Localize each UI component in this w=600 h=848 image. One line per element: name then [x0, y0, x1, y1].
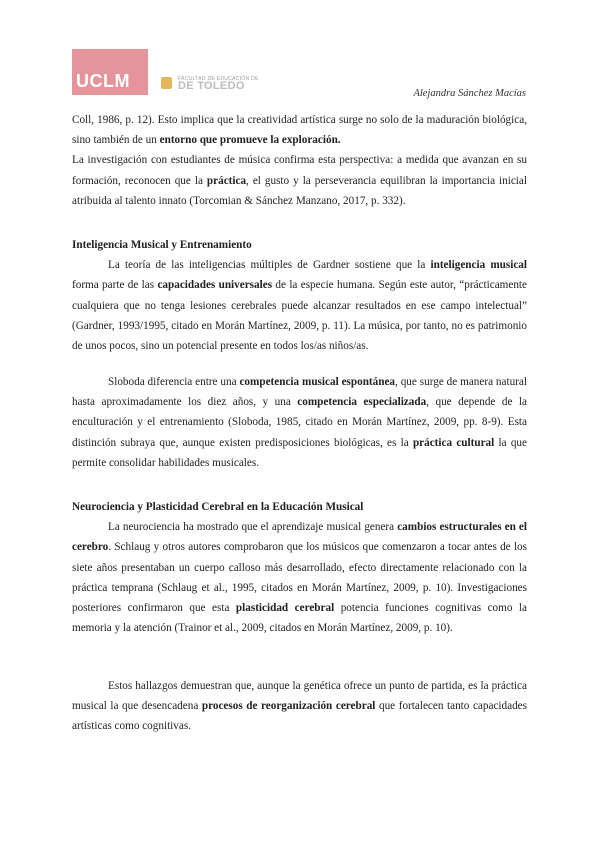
body-section-4 — [72, 497, 527, 638]
paragraph-1: Coll, 1986, p. 12). Esto implica que la creatividad artística surge no solo de la maduración biológica, sino también de un entorno que promueve la exploración. — [72, 114, 527, 147]
faculty-logo-small-text: FACULTAD DE EDUCACIÓN DE — [178, 76, 259, 82]
author-name: Alejandra Sánchez Macías — [413, 88, 526, 99]
body-section-3 — [72, 372, 527, 473]
paragraph-3: La teoría de las inteligencias múltiples de Gardner sostiene que la inteligencia musical forma parte de las capacidades universales de la especie humana. Según este autor, “prácticamente cualquiera que no tenga lesiones cerebrales puede alcanzar resultados en ese campo intelectual” (Gardner, 1993/1995, citado en Morán Martínez, 2009, p. 11). La música, por tanto, no es patrimonio de unos pocos, sino un potencial presente en todos los/as niños/as. — [72, 259, 528, 353]
faculty-logo-big-text: DE TOLEDO — [178, 80, 245, 92]
uclm-logo-text: UCLM — [76, 71, 130, 91]
faculty-seal-icon — [161, 77, 172, 89]
section-heading-neurociencia: Neurociencia y Plasticidad Cerebral en la Educación Musical — [72, 501, 364, 513]
uclm-logo — [72, 49, 148, 95]
body-section-2 — [72, 235, 527, 356]
paragraph-6: Estos hallazgos demuestran que, aunque la genética ofrece un punto de partida, es la práctica musical la que desencadena procesos de reorganización cerebral que fortalecen tanto capacidades artísticas como cognitivas. — [72, 680, 527, 733]
section-heading-inteligencia: Inteligencia Musical y Entrenamiento — [72, 239, 252, 251]
body-section-1 — [72, 110, 527, 211]
paragraph-4: Sloboda diferencia entre una competencia musical espontánea, que surge de manera natural hasta aproximadamente los diez años, y una competencia especializada, que depende de la enculturación y el entrenamiento (Sloboda, 1985, citado en Morán Martínez, 2009, pp. 8-9). Esta distinción subraya que, aunque existen predisposiciones biológicas, es la práctica cultural la que permite consolidar habilidades musicales. — [72, 376, 527, 469]
paragraph-5: La neurociencia ha mostrado que el aprendizaje musical genera cambios estructurales en el cerebro. Schlaug y otros autores comprobaron que los músicos que comenzaron a tocar antes de los siete años presentaban un cuerpo calloso más desarrollado, efecto directamente relacionado con la práctica temprana (Schlaug et al., 1995, citados en Morán Martínez, 2009, p. 10). Investigaciones posteriores confirmaron que esta plasticidad cerebral potencia funciones cognitivas como la memoria y la atención (Trainor et al., 2009, citados en Morán Martínez, 2009, p. 10). — [72, 521, 527, 635]
body-section-5 — [72, 676, 527, 737]
paragraph-2: La investigación con estudiantes de música confirma esta perspectiva: a medida que avanzan en su formación, reconocen que la práctica, el gusto y la perseverancia equilibran la importancia inicial atribuida al talento innato (Torcomian & Sánchez Manzano, 2017, p. 332). — [72, 154, 527, 207]
